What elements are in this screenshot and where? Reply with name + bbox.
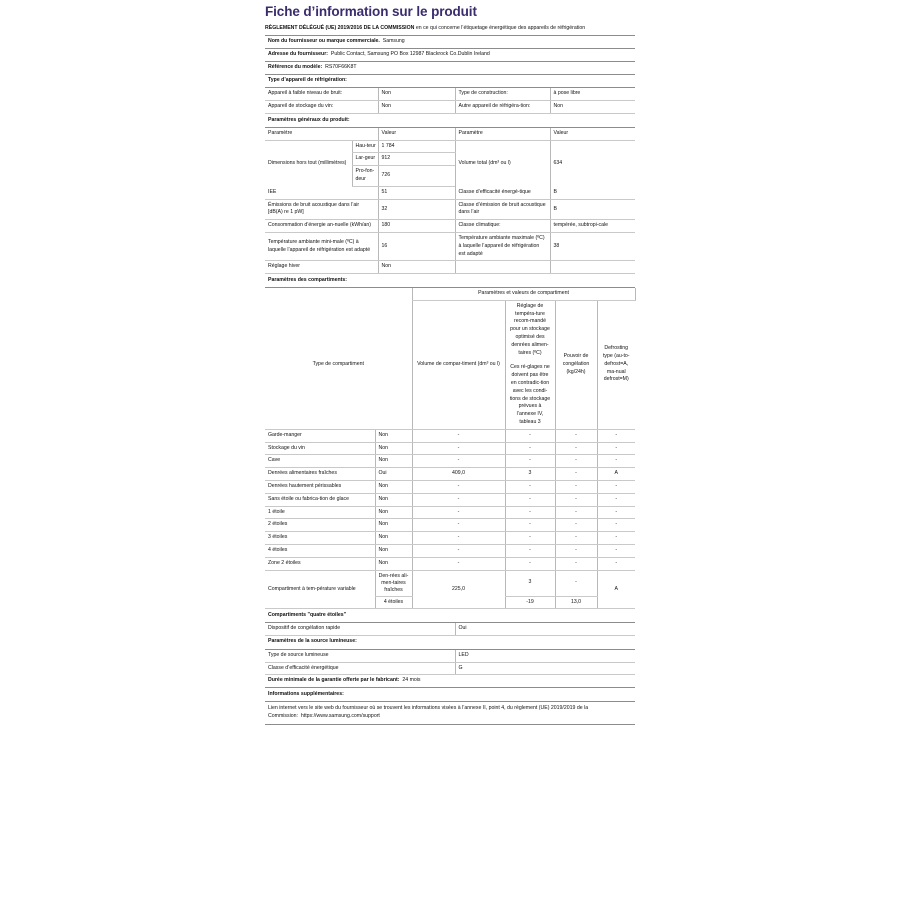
compartment-type-label: 4 étoiles (265, 544, 375, 557)
compartment-freezing: - (555, 455, 597, 468)
compartment-type-label: Denrées alimentaires fraîches (265, 468, 375, 481)
compartment-temperature: - (505, 532, 555, 545)
table-row (265, 220, 635, 233)
compartment-present: Non (375, 480, 412, 493)
compartment-freezing: - (555, 519, 597, 532)
compartment-volume: - (412, 493, 505, 506)
additional-info-heading: Informations supplémentaires: (265, 688, 635, 702)
compartment-present: Non (375, 544, 412, 557)
compartment-type-label: 2 étoiles (265, 519, 375, 532)
dimension-height-value: 1 784 (378, 140, 455, 153)
winter-setting-empty-label (455, 261, 550, 274)
light-type-label: Type de source lumineuse (265, 649, 455, 662)
appliance-type-heading: Type d’appareil de réfrigération: (265, 74, 635, 88)
dimension-height-label: Hau-teur (352, 140, 378, 153)
supplier-name-row (265, 36, 635, 49)
col-header-freezing-capacity: Pouvoir de congélation (kg/24h) (555, 300, 597, 429)
compartment-defrost: - (597, 557, 635, 570)
compartment-defrost: - (597, 480, 635, 493)
other-appliance-value: Non (550, 101, 635, 114)
compartment-volume: - (412, 455, 505, 468)
regulation-intro (265, 24, 635, 32)
dimensions-row-height (265, 140, 635, 153)
compartment-type-label: Zone 2 étoiles (265, 557, 375, 570)
regulation-reference: RÈGLEMENT DÉLÉGUÉ (UE) 2019/2016 DE LA COMMISSION (265, 25, 415, 32)
model-reference-value: RS70F66K8T (325, 63, 357, 70)
energy-class-value: B (550, 186, 635, 199)
col-header-parameter-2: Paramètre (455, 128, 550, 140)
compartment-present: Non (375, 493, 412, 506)
light-type-value: LED (455, 649, 635, 662)
light-class-label: Classe d’efficacité énergétique (265, 662, 455, 675)
dimensions-label: Dimensions hors tout (millimètres) (268, 159, 347, 166)
compartment-defrost: - (597, 519, 635, 532)
compartment-volume: - (412, 544, 505, 557)
compartments-span-header: Paramètres et valeurs de compartiment (412, 288, 635, 300)
max-ambient-temp-value: 38 (550, 233, 635, 261)
variable-compartment-freezing-fresh: - (555, 570, 597, 596)
variable-compartment-defrost: A (597, 570, 635, 609)
supplier-website-url[interactable]: https://www.samsung.com/support (300, 712, 380, 719)
compartments-span-header-row (265, 288, 635, 300)
supplier-address-row (265, 49, 635, 62)
col-header-defrosting-type: Defrosting type (au-to-defrost=A, ma-nual defrost=M) (597, 300, 635, 429)
iee-value: 51 (378, 186, 455, 199)
compartment-volume: - (412, 442, 505, 455)
dimension-width-label: Lar-geur (352, 153, 378, 166)
light-source-heading: Paramètres de la source lumineuse: (265, 635, 635, 649)
warranty-cell (265, 675, 635, 688)
total-volume-value: 634 (550, 140, 635, 186)
min-ambient-temp-value: 16 (378, 233, 455, 261)
light-type-row (265, 649, 635, 662)
compartment-freezing: - (555, 532, 597, 545)
col-header-recommended-temperature-main: Réglage de tempéra-ture recom-mandé pour un stockage optimisé des denrées alimen-taires (ºC) (510, 302, 550, 356)
compartment-defrost: - (597, 429, 635, 442)
compartments-table (265, 288, 636, 609)
col-header-recommended-temperature-note: Ces ré-glages ne doivent pas être en contradic-tion avec les condi-tions de stockage prévues à l’annexe IV, tableau 3 (509, 364, 551, 425)
noise-class-label: Classe d’émission de bruit acoustique dans l’air (455, 199, 550, 220)
compartment-volume: - (412, 429, 505, 442)
variable-compartment-volume: 225,0 (412, 570, 505, 609)
compartment-present: Non (375, 506, 412, 519)
footer-sections-table (265, 609, 635, 724)
climate-class-label: Classe climatique: (455, 220, 550, 233)
compartment-present: Non (375, 532, 412, 545)
variable-compartment-temperature-4star: -19 (505, 596, 555, 609)
supplier-address-cell (265, 49, 635, 62)
col-header-value-1: Valeur (378, 128, 455, 140)
compartment-freezing: - (555, 429, 597, 442)
supplier-table (265, 35, 635, 88)
compartment-volume: - (412, 557, 505, 570)
additional-heading-row (265, 688, 635, 702)
compartment-type-label: 3 étoiles (265, 532, 375, 545)
additional-info-cell (265, 701, 635, 724)
compartment-temperature: - (505, 429, 555, 442)
table-row (265, 480, 635, 493)
fast-freeze-label: Dispositif de congélation rapide (265, 623, 455, 636)
four-star-heading: Compartiments "quatre étoiles" (265, 609, 635, 622)
winter-setting-empty-value (550, 261, 635, 274)
dimension-width-value: 912 (378, 153, 455, 166)
col-header-recommended-temperature (505, 300, 555, 429)
table-row (265, 233, 635, 261)
climate-class-value: tempérée, subtropi-cale (550, 220, 635, 233)
winter-setting-value: Non (378, 261, 455, 274)
warranty-row (265, 675, 635, 688)
compartment-defrost: - (597, 455, 635, 468)
compartment-volume: - (412, 519, 505, 532)
appliance-type-heading-row (265, 74, 635, 88)
energy-class-label: Classe d’efficacité énergé-tique (455, 186, 550, 199)
general-heading-table (265, 114, 635, 128)
compartment-defrost: A (597, 468, 635, 481)
wine-storage-value: Non (378, 101, 455, 114)
regulation-subject: en ce qui concerne l’étiquetage énergétique des appareils de réfrigération (414, 25, 586, 32)
appliance-type-table (265, 88, 635, 114)
compartment-present: Oui (375, 468, 412, 481)
compartment-defrost: - (597, 493, 635, 506)
compartment-present: Non (375, 429, 412, 442)
supplier-name-cell (265, 36, 635, 49)
compartment-defrost: - (597, 442, 635, 455)
document-content (265, 0, 635, 725)
table-row (265, 493, 635, 506)
compartment-type-label: Sans étoile ou fabrica-tion de glace (265, 493, 375, 506)
table-row (265, 506, 635, 519)
col-header-compartment-volume: Volume de compar-timent (dm³ ou l) (412, 300, 505, 429)
compartment-defrost: - (597, 544, 635, 557)
compartment-defrost: - (597, 532, 635, 545)
compartment-temperature: - (505, 442, 555, 455)
compartment-temperature: - (505, 544, 555, 557)
compartment-volume: 409,0 (412, 468, 505, 481)
page-title: Fiche d’information sur le produit (265, 4, 477, 19)
construction-type-label: Type de construction: (455, 88, 550, 100)
compartment-freezing: - (555, 544, 597, 557)
compartment-present: Non (375, 442, 412, 455)
compartment-freezing: - (555, 442, 597, 455)
compartment-freezing: - (555, 506, 597, 519)
compartment-freezing: - (555, 480, 597, 493)
fast-freeze-value: Oui (455, 623, 635, 636)
compartment-freezing: - (555, 493, 597, 506)
table-row (265, 199, 635, 220)
compartment-temperature: - (505, 493, 555, 506)
general-parameters-heading: Paramètres généraux du produit: (265, 114, 635, 127)
model-reference-row (265, 61, 635, 74)
compartment-temperature: - (505, 519, 555, 532)
general-parameters-table (265, 128, 635, 274)
compartments-heading: Paramètres des compartiments: (265, 274, 635, 287)
light-class-row (265, 662, 635, 675)
compartment-type-label: Garde-manger (265, 429, 375, 442)
supplier-address-label: Adresse du fournisseur: (268, 51, 328, 58)
table-row (265, 88, 635, 100)
col-header-parameter-1: Paramètre (265, 128, 378, 140)
variable-compartment-label: Compartiment à tem-pérature variable (265, 570, 375, 609)
compartment-volume: - (412, 506, 505, 519)
compartment-temperature: - (505, 506, 555, 519)
compartment-volume: - (412, 480, 505, 493)
low-noise-value: Non (378, 88, 455, 100)
compartment-type-label: Cave (265, 455, 375, 468)
table-row (265, 261, 635, 274)
general-heading-row (265, 114, 635, 127)
min-ambient-temp-label: Température ambiante mini-male (ºC) à laquelle l’appareil de réfrigération est adapté (265, 233, 378, 261)
warranty-label: Durée minimale de la garantie offerte par le fabricant: (268, 677, 400, 684)
compartment-present: Non (375, 455, 412, 468)
variable-compartment-row (265, 570, 635, 596)
other-appliance-label: Autre appareil de réfrigéra-tion: (455, 101, 550, 114)
variable-compartment-sub-4star: 4 étoiles (375, 596, 412, 609)
table-row (265, 557, 635, 570)
warranty-value: 24 mois (402, 677, 421, 684)
light-class-value: G (455, 662, 635, 675)
table-row (265, 429, 635, 442)
compartment-type-label: 1 étoile (265, 506, 375, 519)
compartment-temperature: - (505, 455, 555, 468)
additional-info-text: Lien internet vers le site web du fournisseur où se trouvent les informations visées à l’annexe II, point 4, du règlement (UE) 2019/2019 de la Commission: (268, 704, 589, 719)
table-row (265, 519, 635, 532)
compartment-type-label: Denrées hautement périssables (265, 480, 375, 493)
noise-class-value: B (550, 199, 635, 220)
variable-compartment-sub-fresh: Den-rées ali-men-taires fraîches (375, 570, 412, 596)
construction-type-value: à pose libre (550, 88, 635, 100)
wine-storage-label: Appareil de stockage du vin: (265, 101, 378, 114)
table-row (265, 442, 635, 455)
annual-energy-value: 180 (378, 220, 455, 233)
compartment-present: Non (375, 519, 412, 532)
table-row (265, 468, 635, 481)
compartment-present: Non (375, 557, 412, 570)
table-row (265, 186, 635, 199)
compartment-volume: - (412, 532, 505, 545)
general-header-row (265, 128, 635, 140)
supplier-name-value: Samsung (382, 38, 405, 45)
model-reference-cell (265, 61, 635, 74)
compartment-temperature: 3 (505, 468, 555, 481)
model-reference-label: Référence du modèle: (268, 63, 323, 70)
compartment-temperature: - (505, 480, 555, 493)
table-row (265, 532, 635, 545)
compartment-defrost: - (597, 506, 635, 519)
compartment-type-label: Stockage du vin (265, 442, 375, 455)
variable-compartment-temperature-fresh: 3 (505, 570, 555, 596)
four-star-heading-row (265, 609, 635, 622)
compartments-heading-row (265, 274, 635, 287)
compartment-freezing: - (555, 468, 597, 481)
table-row (265, 455, 635, 468)
compartment-temperature: - (505, 557, 555, 570)
table-row (265, 544, 635, 557)
dimension-depth-value: 726 (378, 166, 455, 187)
table-row (265, 101, 635, 114)
light-source-heading-row (265, 635, 635, 649)
annual-energy-label: Consommation d’énergie an-nuelle (kWh/an) (265, 220, 378, 233)
supplier-name-label: Nom du fournisseur ou marque commerciale. (268, 38, 380, 45)
variable-compartment-freezing-4star: 13,0 (555, 596, 597, 609)
compartments-heading-table (265, 274, 635, 288)
compartments-header-row (265, 300, 635, 429)
iee-label: IEE (265, 186, 378, 199)
supplier-address-value: Public Contact, Samsung PO Box 12987 Blackrock Co.Dublin Ireland (330, 51, 490, 58)
winter-setting-label: Réglage hiver (265, 261, 378, 274)
low-noise-label: Appareil à faible niveau de bruit: (265, 88, 378, 100)
total-volume-label: Volume total (dm³ ou l) (455, 140, 550, 186)
dimension-depth-label: Pro-fon-deur (352, 166, 378, 187)
col-header-compartment-type: Type de compartiment (265, 300, 412, 429)
fast-freeze-row (265, 623, 635, 636)
noise-emission-value: 32 (378, 199, 455, 220)
additional-text-row (265, 701, 635, 724)
noise-emission-label: Émissions de bruit acoustique dans l’air [dB(A) re 1 pW] (265, 199, 378, 220)
compartment-freezing: - (555, 557, 597, 570)
col-header-value-2: Valeur (550, 128, 635, 140)
max-ambient-temp-label: Température ambiante maximale (ºC) à laquelle l’appareil de réfrigération est adapté (455, 233, 550, 261)
